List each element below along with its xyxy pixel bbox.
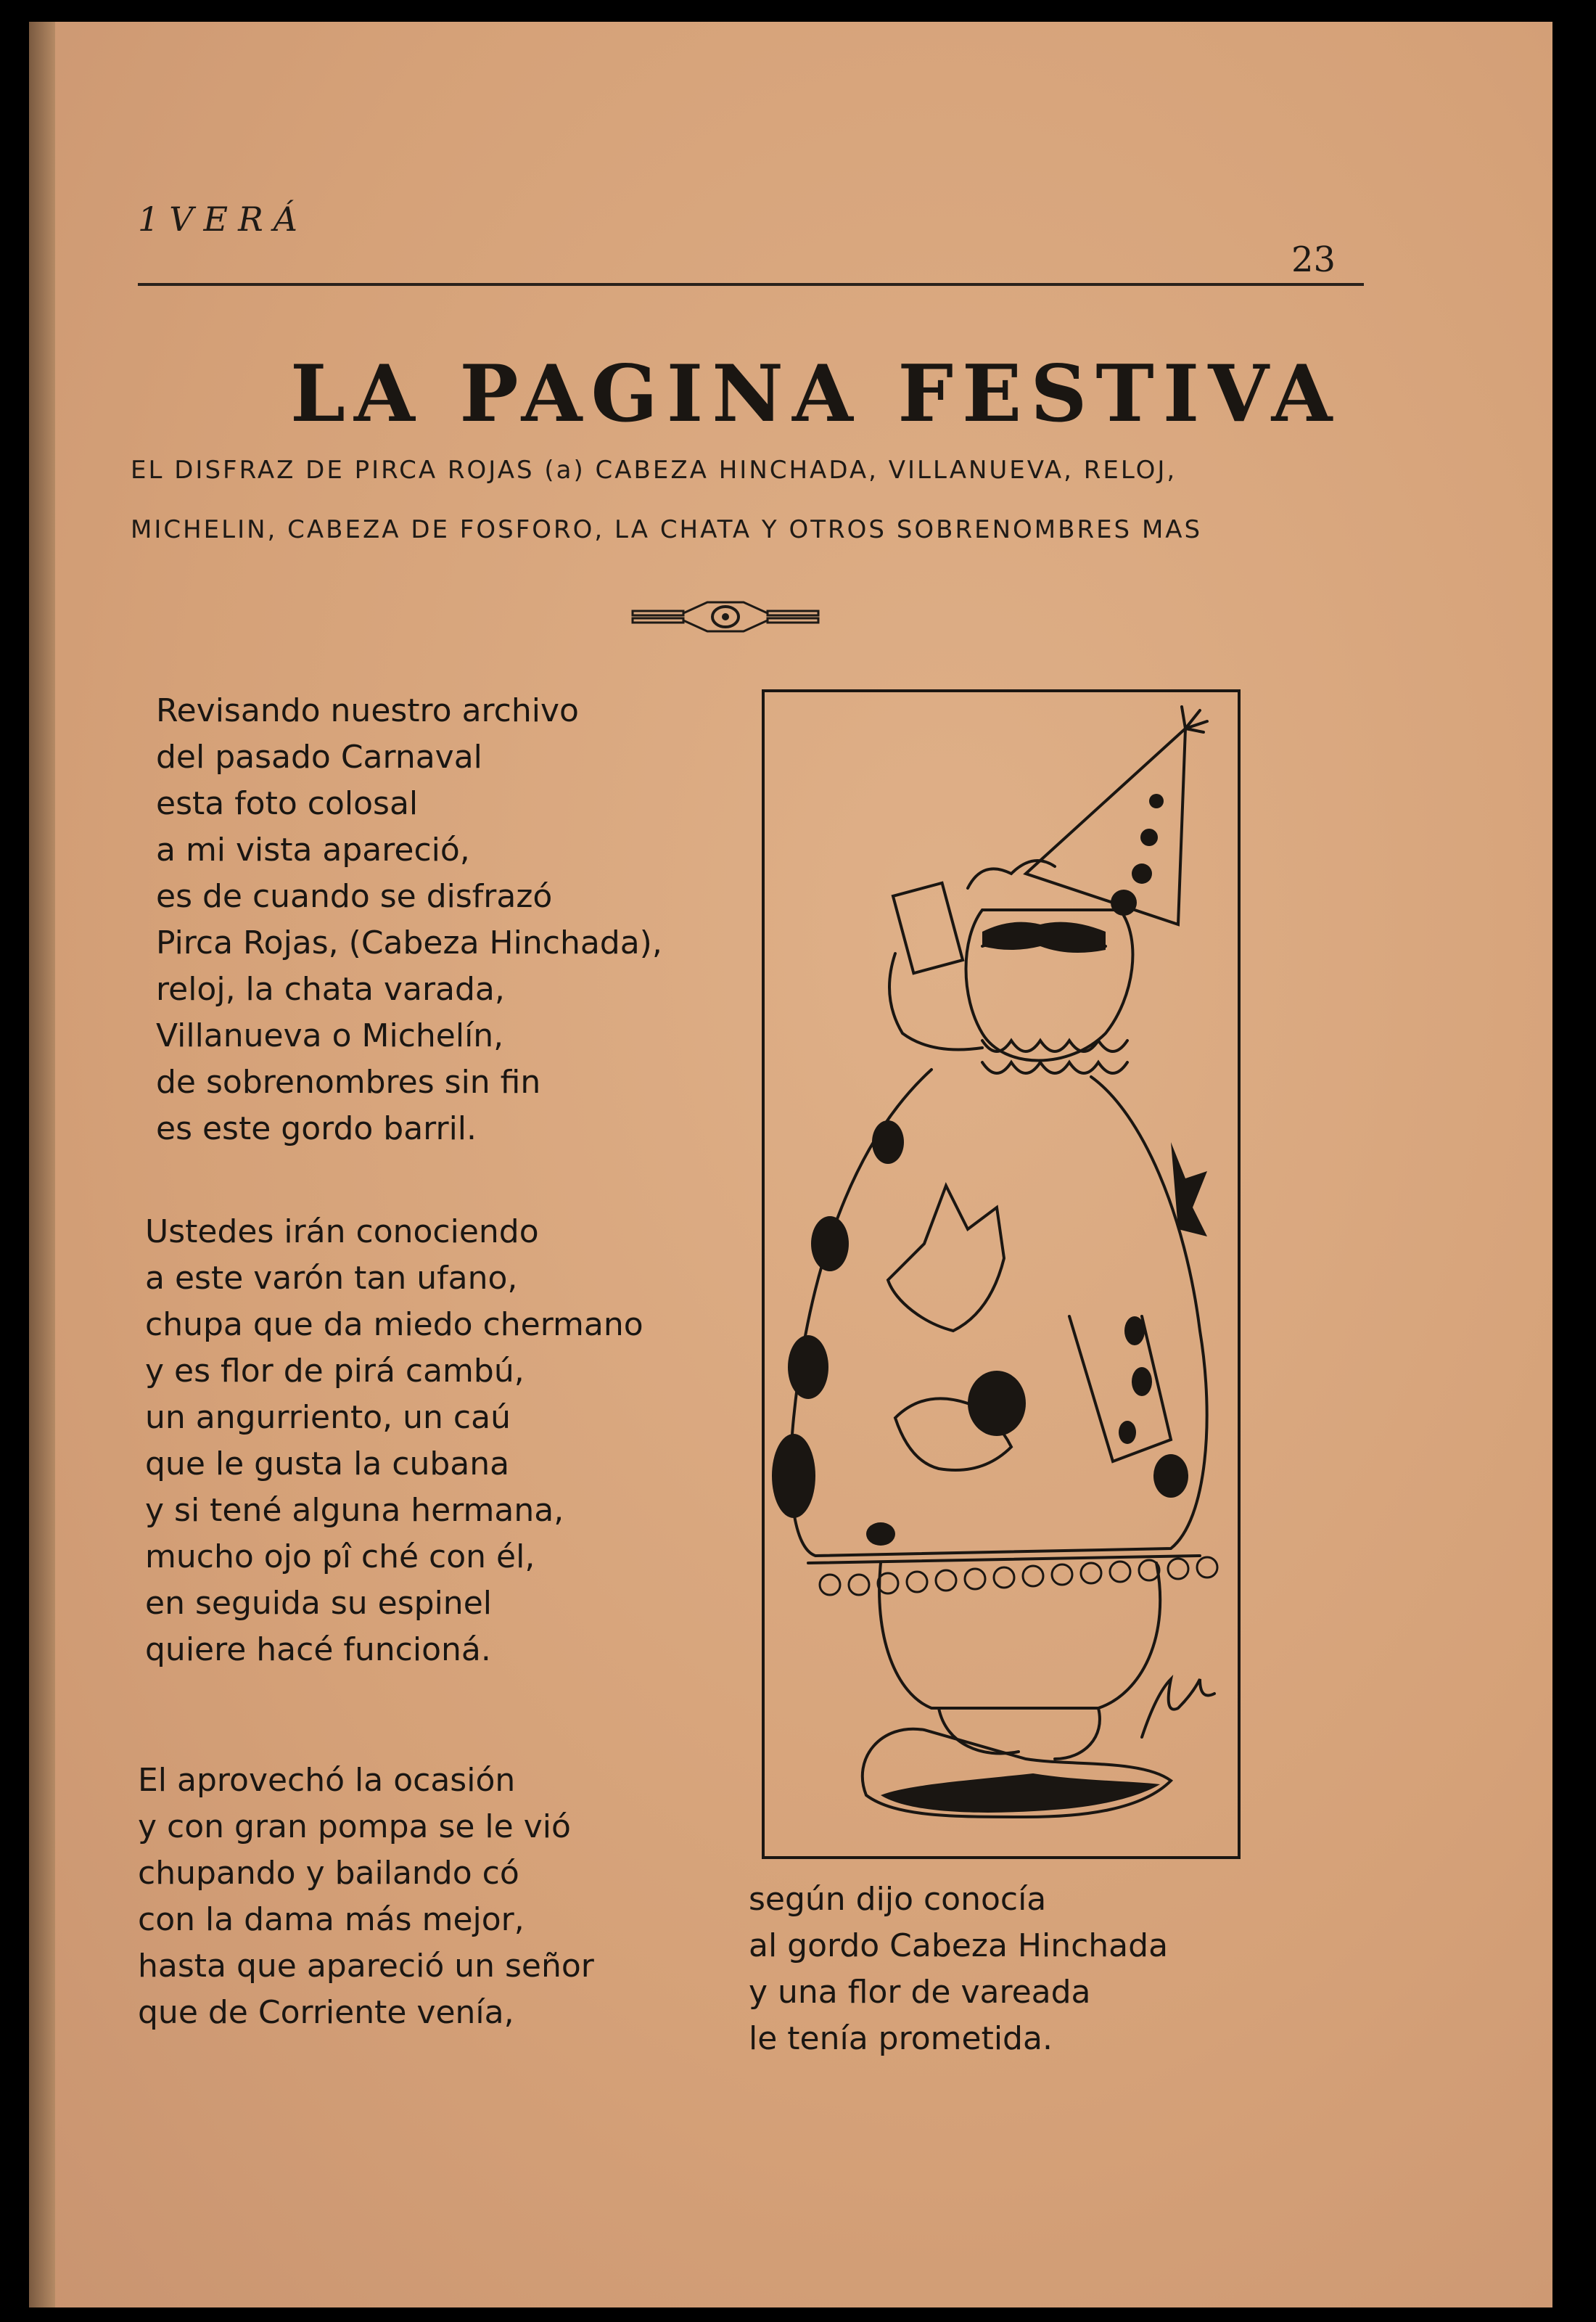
subtitle-line-2: MICHELIN, CABEZA DE FOSFORO, LA CHATA Y OTROS SOBRENOMBRES MAS — [131, 515, 1203, 544]
verse-line: es de cuando se disfrazó — [156, 878, 553, 915]
verse-line: chupa que da miedo chermano — [145, 1306, 643, 1343]
verse-line: y una flor de vareada — [749, 1974, 1091, 2011]
verse-line: y con gran pompa se le vió — [138, 1808, 571, 1845]
verse-line: a este varón tan ufano, — [145, 1260, 518, 1297]
verse-line: de sobrenombres sin fin — [156, 1064, 541, 1101]
verse-line: Revisando nuestro archivo — [156, 692, 579, 729]
verse-line: con la dama más mejor, — [138, 1901, 525, 1938]
verse-line: reloj, la chata varada, — [156, 971, 505, 1008]
magazine-page — [29, 22, 1552, 2307]
verse-line: en seguida su espinel — [145, 1585, 492, 1622]
verse-line: a mi vista apareció, — [156, 832, 470, 869]
stanza-2 — [145, 1209, 643, 1673]
verse-line: que le gusta la cubana — [145, 1445, 510, 1482]
verse-line: es este gordo barril. — [156, 1110, 477, 1147]
verse-line: Villanueva o Michelín, — [156, 1017, 504, 1054]
verse-line: y si tené alguna hermana, — [145, 1492, 564, 1529]
verse-line: Pirca Rojas, (Cabeza Hinchada), — [156, 924, 662, 961]
stanza-1 — [156, 688, 662, 1152]
verse-line: del pasado Carnaval — [156, 739, 482, 776]
verse-line: esta foto colosal — [156, 785, 419, 822]
verse-line: El aprovechó la ocasión — [138, 1762, 516, 1799]
page-title: LA PAGINA FESTIVA — [290, 348, 1341, 440]
page-number: 23 — [1291, 239, 1336, 280]
verse-line: mucho ojo pî ché con él, — [145, 1538, 535, 1575]
stanza-4 — [749, 1876, 1168, 2062]
verse-line: según dijo conocía — [749, 1881, 1047, 1918]
verse-line: que de Corriente venía, — [138, 1994, 514, 2031]
header-rule — [138, 283, 1364, 286]
verse-line: hasta que apareció un señor — [138, 1948, 594, 1985]
verse-line: chupando y bailando có — [138, 1855, 519, 1892]
verse-line: al gordo Cabeza Hinchada — [749, 1927, 1169, 1964]
page-gutter — [29, 22, 55, 2307]
subtitle-line-1: EL DISFRAZ DE PIRCA ROJAS (a) CABEZA HINCHADA, VILLANUEVA, RELOJ, — [131, 456, 1177, 485]
verse-line: y es flor de pirá cambú, — [145, 1353, 525, 1390]
verse-line: quiere hacé funcioná. — [145, 1631, 491, 1668]
stanza-3 — [138, 1757, 594, 2036]
verse-line: Ustedes irán conociendo — [145, 1213, 539, 1250]
clown-illustration — [762, 689, 1241, 1859]
ornament-divider-icon — [631, 595, 820, 639]
clown-caricature-icon — [765, 692, 1238, 1856]
magazine-title: 1VERÁ — [138, 200, 308, 239]
verse-line: le tenía prometida. — [749, 2020, 1053, 2057]
verse-line: un angurriento, un caú — [145, 1399, 511, 1436]
